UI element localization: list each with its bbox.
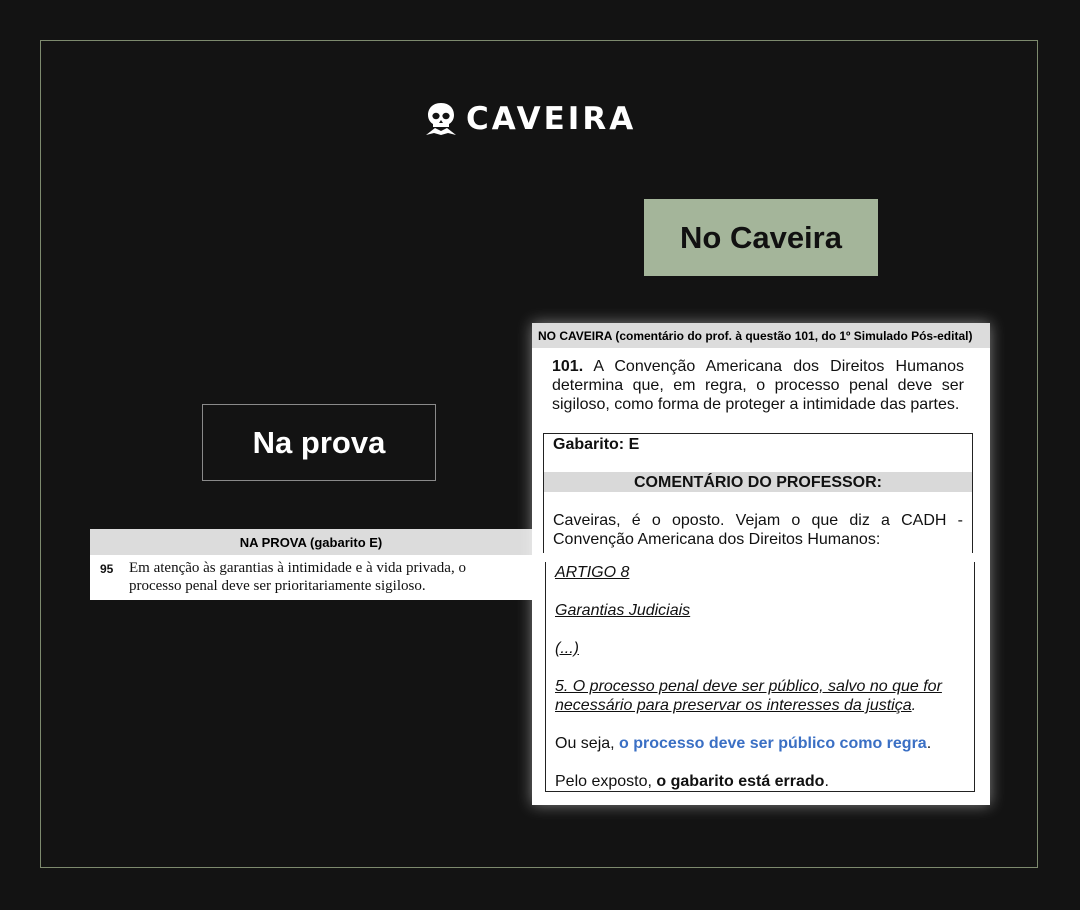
- brand-name: CAVEIRA: [466, 101, 637, 137]
- prova-question-number: 95: [100, 562, 114, 576]
- law-item-5: 5. O processo penal deve ser público, salvo no que for necessário para preservar os interesses da justiça.: [555, 678, 942, 714]
- caveira-question: [532, 348, 990, 414]
- no-caveira-label: No Caveira: [644, 199, 878, 276]
- prova-question-line: processo penal deve ser prioritariamente sigiloso.: [129, 578, 426, 594]
- caveira-question-number: 101.: [552, 358, 584, 375]
- prova-question-card: [90, 529, 532, 600]
- caveira-question-text: A Convenção Americana dos Direitos Humanos determina que, em regra, o processo penal deve ser sigiloso, como forma de proteger a intimidade das partes.: [552, 358, 965, 413]
- law-article: ARTIGO 8: [555, 564, 630, 581]
- conclusion-bold: o gabarito está errado: [656, 773, 825, 790]
- caveira-comment-card: [532, 323, 990, 805]
- comment-intro: Caveiras, é o oposto. Vejam o que diz a CADH - Convenção Americana dos Direitos Humanos:: [553, 512, 963, 548]
- comment-box-bottom: [545, 562, 975, 792]
- comment-box-top: [543, 433, 973, 553]
- law-ellipsis: (...): [555, 640, 579, 657]
- na-prova-label: Na prova: [202, 404, 436, 481]
- ou-seja-line: Ou seja, o processo deve ser público como regra.: [555, 735, 932, 752]
- prova-question-body: [90, 555, 532, 595]
- prova-question-line: Em atenção às garantias à intimidade e à vida privada, o: [129, 560, 466, 576]
- skull-icon: [424, 102, 458, 136]
- prova-card-header: NA PROVA (gabarito E): [90, 529, 532, 555]
- gabarito-label: Gabarito: E: [553, 436, 640, 453]
- caveira-card-header: NO CAVEIRA (comentário do prof. à questão 101, do 1º Simulado Pós-edital): [532, 323, 990, 348]
- rule-highlight: o processo deve ser público como regra: [619, 735, 927, 752]
- comment-title: COMENTÁRIO DO PROFESSOR:: [544, 472, 972, 492]
- law-title: Garantias Judiciais: [555, 602, 691, 619]
- conclusion-line: Pelo exposto, o gabarito está errado.: [555, 773, 829, 790]
- brand-logo: [424, 101, 636, 137]
